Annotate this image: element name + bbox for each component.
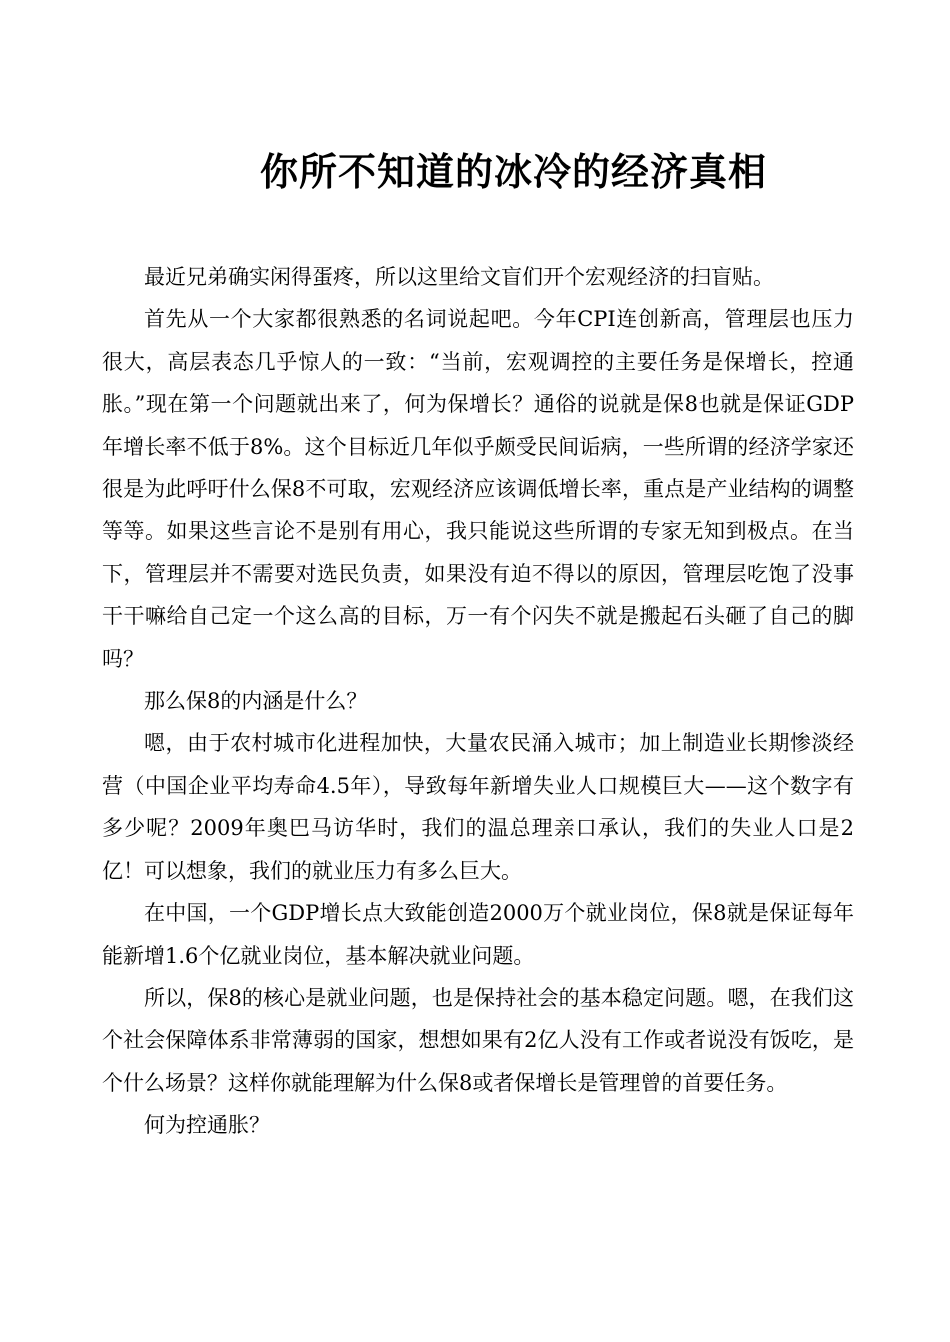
paragraph: 首先从一个大家都很熟悉的名词说起吧。今年CPI连创新高，管理层也压力很大，高层表态几乎惊人的一致：“当前，宏观调控的主要任务是保增长，控通胀。”现在第一个问题就出来了，何为保增长？通俗的说就是保8也就是保证GDP年增长率不低于8%。这个目标近几年似乎颇受民间诟病，一些所谓的经济学家还很是为此呼吁什么保8不可取，宏观经济应该调低增长率，重点是产业结构的调整等等。如果这些言论不是别有用心，我只能说这些所谓的专家无知到极点。在当下，管理层并不需要对选民负责，如果没有迫不得以的原因，管理层吃饱了没事干干嘛给自己定一个这么高的目标，万一有个闪失不就是搬起石头砸了自己的脚吗？ (102, 307, 854, 671)
document-title: 你所不知道的冰冷的经济真相 (259, 150, 767, 194)
paragraph: 最近兄弟确实闲得蛋疼，所以这里给文盲们开个宏观经济的扫盲贴。 (144, 265, 774, 289)
paragraph: 嗯，由于农村城市化进程加快，大量农民涌入城市；加上制造业长期惨淡经营（中国企业平均寿命4.5年），导致每年新增失业人口规模巨大——这个数字有多少呢？2009年奥巴马访华时，我们的温总理亲口承认，我们的失业人口是2亿！可以想象，我们的就业压力有多么巨大。 (102, 731, 854, 883)
paragraph: 所以，保8的核心是就业问题，也是保持社会的基本稳定问题。嗯，在我们这个社会保障体系非常薄弱的国家，想想如果有2亿人没有工作或者说没有饭吃，是个什么场景？这样你就能理解为什么保8或者保增长是管理曾的首要任务。 (102, 985, 854, 1095)
paragraph: 那么保8的内涵是什么？ (144, 689, 368, 714)
paragraph: 何为控通胀？ (144, 1113, 270, 1138)
document-body (102, 256, 854, 1147)
paragraph: 在中国，一个GDP增长点大致能创造2000万个就业岗位，保8就是保证每年能新增1.6个亿就业岗位，基本解决就业问题。 (102, 901, 854, 968)
